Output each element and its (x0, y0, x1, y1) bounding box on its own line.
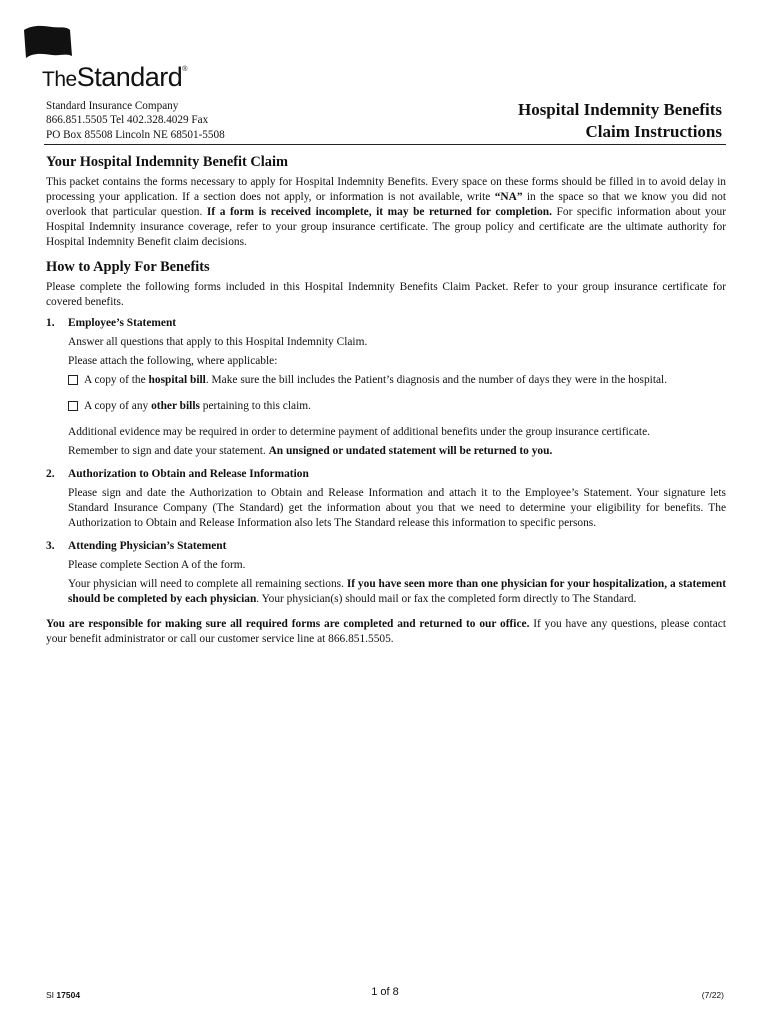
text-run-bold: An unsigned or undated statement will be returned to you. (268, 445, 553, 457)
text-run: If you have any questions, please contact your benefit administrator or call our customer service line at 866.851.5505. (46, 618, 726, 645)
checklist-item (68, 373, 726, 392)
company-name: Standard Insurance Company (46, 100, 179, 112)
text-run-bold: You are responsible for making sure all required forms are completed and returned to our office. (46, 618, 530, 630)
text-run: A copy of any (84, 400, 152, 412)
text-run: Remember to sign and date your statement. (68, 445, 269, 457)
text-run-bold: hospital bill (148, 374, 206, 386)
text-run: pertaining to this claim. (199, 400, 311, 412)
item-number: 3. (46, 540, 55, 552)
item-text: Please attach the following, where applicable: (68, 355, 278, 367)
checkbox-icon (68, 401, 78, 411)
company-info (46, 99, 225, 142)
revision-date: (7/22) (701, 990, 724, 1000)
section-heading-apply: How to Apply For Benefits (46, 259, 210, 275)
logo-name: Standard (76, 62, 183, 92)
text-run-bold: If you have seen more than one physician for your hospitalization, a statement should be completed by each physician (68, 578, 727, 605)
text-run: Your physician will need to complete all remaining sections. (68, 578, 347, 590)
text-run: in the space so that we know you did not overlook that particular question. (46, 191, 726, 218)
checkbox-icon (68, 375, 78, 385)
text-run-bold: If a form is received incomplete, it may be returned for completion. (206, 206, 552, 218)
list-item (46, 467, 726, 535)
text-run: For specific information about your Hospital Indemnity insurance coverage, refer to your group insurance certificate. The group policy and certificate are the ultimate authority for Hospital Indemnity Benefit claim decisions. (46, 206, 726, 248)
text-run: . Your physician(s) should mail or fax the completed form directly to The Standard. (256, 593, 637, 605)
title-line-1: Hospital Indemnity Benefits (517, 100, 722, 119)
text-run: This packet contains the forms necessary to apply for Hospital Indemnity Benefits. Every space on these forms should be filled in to avoid delay in processing your application. If a section does not apply, or information is not available, write (46, 176, 726, 203)
checklist-text (84, 399, 726, 414)
item-number: 1. (46, 317, 55, 329)
item-text: Please sign and date the Authorization to Obtain and Release Information and attach it to the Employee’s Statement. Your signature lets Standard Insurance Company (The Standard) get the information about you that we need to determine your eligibility for benefits. The Authorization to Obtain and Release Information also lets The Standard release this information to specific persons. (68, 487, 726, 529)
item-text (68, 444, 726, 459)
company-phones: 866.851.5505 Tel 402.328.4029 Fax (46, 114, 209, 127)
checklist-item (68, 399, 726, 418)
text-run-bold: “NA” (494, 191, 523, 203)
main-content (46, 153, 726, 647)
logo-prefix: The (42, 68, 77, 91)
item-text: Answer all questions that apply to this Hospital Indemnity Claim. (68, 336, 368, 348)
closing-paragraph (46, 617, 726, 647)
item-text (68, 577, 726, 607)
list-item (46, 316, 726, 463)
flag-icon (22, 24, 74, 60)
item-title: Attending Physician’s Statement (68, 540, 227, 552)
header-divider (44, 144, 726, 145)
text-run: . Make sure the bill includes the Patient’s diagnosis and the number of days they were in the hospital. (205, 374, 668, 386)
document-title (518, 99, 722, 143)
checklist-text (84, 373, 726, 388)
company-logo (42, 64, 187, 91)
form-prefix: SI (46, 990, 57, 1000)
item-title: Employee’s Statement (68, 317, 177, 329)
company-address: PO Box 85508 Lincoln NE 68501-5508 (46, 128, 225, 141)
section-claim-paragraph (46, 175, 726, 250)
item-number: 2. (46, 468, 55, 480)
section-apply-intro: Please complete the following forms included in this Hospital Indemnity Benefits Claim Packet. Refer to your group insurance certificate for covered benefits. (46, 281, 726, 308)
page-number: 1 of 8 (371, 986, 399, 998)
item-text: Additional evidence may be required in order to determine payment of additional benefits under the group insurance certificate. (68, 426, 650, 438)
item-title: Authorization to Obtain and Release Information (68, 468, 309, 480)
item-body (68, 539, 726, 611)
title-line-2: Claim Instructions (585, 122, 722, 141)
item-text: Please complete Section A of the form. (68, 559, 246, 571)
text-run-bold: other bills (151, 400, 200, 412)
item-body (68, 316, 726, 463)
section-heading-claim: Your Hospital Indemnity Benefit Claim (46, 154, 288, 170)
logo-registered-mark: ® (182, 66, 187, 73)
list-item (46, 539, 726, 611)
text-run: A copy of the (84, 374, 149, 386)
item-body (68, 467, 726, 535)
form-number-value: 17504 (56, 990, 81, 1000)
